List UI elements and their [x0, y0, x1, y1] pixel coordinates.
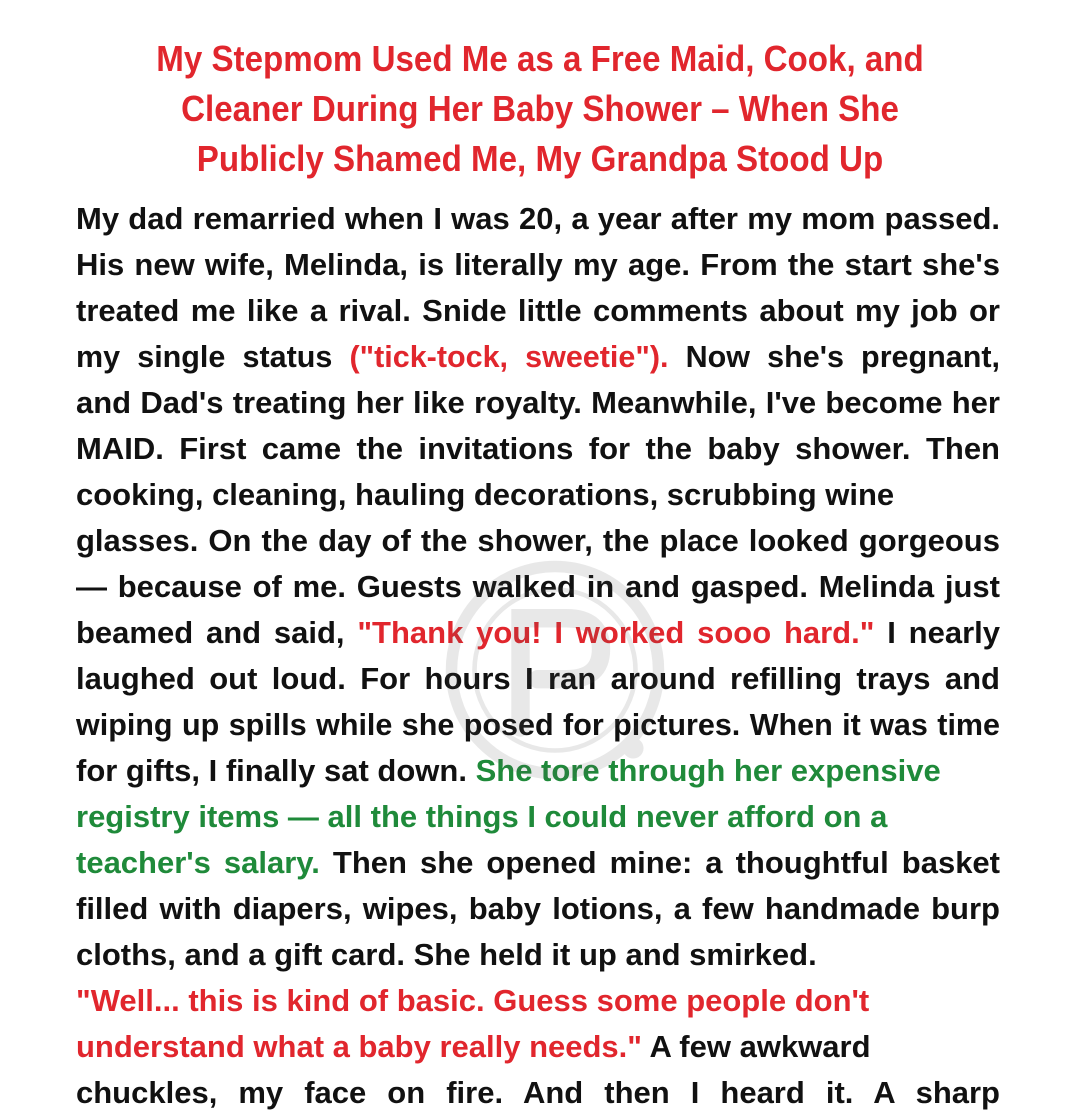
story-line — [76, 472, 1000, 518]
story-text: I nearly — [874, 615, 1000, 650]
story-line — [76, 1024, 1000, 1070]
story-text: chuckles, my face on fire. And then I heard it. A sharp — [76, 1075, 1000, 1110]
story-text: A few awkward — [641, 1029, 871, 1064]
story-line — [76, 1070, 1000, 1116]
story-line — [76, 794, 1000, 840]
highlighted-quote-text: ("tick-tock, sweetie"). — [349, 340, 669, 374]
story-text: My dad remarried when I was 20, a year after my mom passed. — [76, 201, 1000, 236]
story-line — [76, 242, 1000, 288]
story-line — [76, 610, 1000, 656]
story-text: Now she's pregnant, — [668, 340, 1000, 374]
story-text: filled with diapers, wipes, baby lotions, a few handmade burp — [76, 891, 1000, 926]
story-line — [76, 886, 1000, 932]
story-line — [76, 426, 1000, 472]
title-line: My Stepmom Used Me as a Free Maid, Cook, and — [156, 38, 924, 79]
story-line — [76, 656, 1000, 702]
story-text: treated me like a rival. Snide little comments about my job or — [76, 293, 1000, 328]
story-line — [76, 380, 1000, 426]
highlighted-quote-text: understand what a baby really needs." — [76, 1029, 642, 1064]
story-line — [76, 702, 1000, 748]
highlighted-quote-text: "Thank you! I worked sooo hard." — [357, 615, 875, 650]
highlighted-green-text: registry items — all the things I could never afford on a — [76, 799, 888, 834]
story-text: beamed and said, — [76, 615, 358, 650]
story-text: His new wife, Melinda, is literally my age. From the start she's — [76, 247, 1000, 282]
story-text: MAID. First came the invitations for the baby shower. Then — [76, 431, 1000, 466]
story-line — [76, 196, 1000, 242]
title-line: Publicly Shamed Me, My Grandpa Stood Up — [196, 138, 884, 179]
story-line — [76, 334, 1000, 380]
highlighted-green-text: She tore through her expensive — [475, 753, 941, 788]
highlighted-quote-text: "Well... this is kind of basic. Guess some people don't — [76, 983, 870, 1018]
story-text: my single status — [76, 340, 350, 374]
story-line — [76, 564, 1000, 610]
story-text: for gifts, I finally sat down. — [76, 753, 476, 788]
story-text: — because of me. Guests walked in and gasped. Melinda just — [76, 569, 1000, 604]
story-text: Then she opened mine: a thoughtful basket — [319, 845, 1000, 880]
title-line: Cleaner During Her Baby Shower – When She — [181, 88, 899, 129]
story-line — [76, 518, 1000, 564]
story-text: cooking, cleaning, hauling decorations, scrubbing wine — [76, 477, 895, 512]
story-text: wiping up spills while she posed for pictures. When it was time — [76, 708, 1000, 742]
story-line — [76, 978, 1000, 1024]
story-body — [76, 196, 1000, 1116]
story-text: glasses. On the day of the shower, the place looked gorgeous — [76, 523, 1000, 558]
story-line — [76, 840, 1000, 886]
story-text: cloths, and a gift card. She held it up and smirked. — [76, 937, 817, 972]
story-text: laughed out loud. For hours I ran around refilling trays and — [76, 661, 1000, 696]
story-text: and Dad's treating her like royalty. Meanwhile, I've become her — [76, 385, 1000, 420]
story-title — [98, 34, 981, 184]
highlighted-green-text: teacher's salary. — [76, 845, 320, 880]
story-line — [76, 748, 1000, 794]
story-line — [76, 288, 1000, 334]
story-line — [76, 932, 1000, 978]
